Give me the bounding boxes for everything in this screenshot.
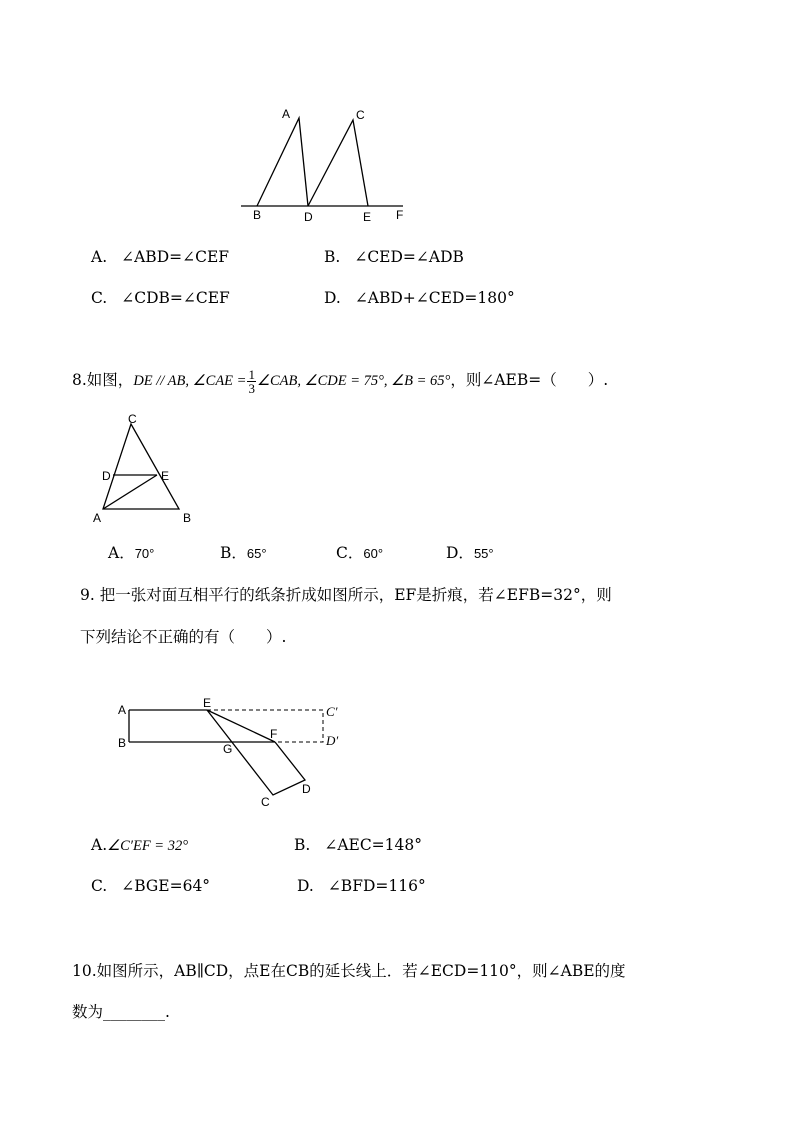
option-letter: D． [446, 544, 474, 562]
option-letter: A. [91, 248, 108, 266]
option-letter: D. [324, 289, 341, 307]
label-a: A [118, 703, 127, 717]
label-b: B [253, 208, 262, 222]
folded-strip [207, 710, 305, 795]
option-letter: C. [91, 877, 108, 895]
label-a: A [93, 511, 102, 525]
option-text: 65° [246, 546, 267, 561]
label-f: F [396, 208, 404, 222]
q9-question-line2: 下列结论不正确的有（ ）. [80, 628, 287, 646]
option-text: 70° [134, 546, 155, 561]
question-ask: ，则∠AEB=（ ）. [450, 371, 609, 389]
option-text: ∠ABD=∠CEF [121, 248, 230, 266]
option-letter: B． [220, 544, 247, 562]
q9-option-b [294, 835, 422, 855]
option-text: ∠ABD+∠CED=180° [354, 289, 515, 307]
label-e: E [203, 696, 212, 710]
q10-question-line2: 数为________. [72, 1003, 170, 1021]
label-d: D [302, 782, 311, 796]
option-letter: C． [336, 544, 364, 562]
option-letter: B. [324, 248, 341, 266]
label-c-prime: C′ [326, 704, 338, 719]
option-text: ∠BGE=64° [121, 877, 211, 895]
label-c: C [356, 108, 365, 122]
label-b: B [183, 511, 192, 525]
label-e: E [161, 469, 170, 483]
option-text: ∠CED=∠ADB [354, 248, 464, 266]
fold-ef [207, 710, 278, 742]
option-letter: C. [91, 289, 108, 307]
label-d: D [304, 210, 313, 224]
option-text: ∠CDB=∠CEF [121, 289, 230, 307]
label-c: C [128, 412, 137, 426]
option-letter: A. [91, 836, 108, 854]
question-lead: 如图， [86, 371, 134, 389]
label-b: B [118, 736, 127, 750]
fraction-one-third: $\frac{1}{3}$ [248, 366, 255, 396]
condition-part1: DE // AB, ∠CAE = [133, 373, 247, 389]
option-text: ∠BFD=116° [327, 877, 426, 895]
option-letter: D. [297, 877, 314, 895]
label-d: D [102, 469, 111, 483]
q10-question-line1: 10.如图所示，AB∥CD，点E在CB的延长线上．若∠ECD=110°，则∠ABE的度 [72, 962, 626, 980]
option-letter: B. [294, 836, 311, 854]
label-a: A [282, 107, 291, 121]
q9-option-d [297, 876, 426, 896]
question-number: 8. [72, 371, 87, 389]
option-letter: A． [108, 544, 135, 562]
label-d-prime: D′ [326, 733, 339, 748]
option-text: 55° [473, 546, 494, 561]
option-text: ∠C′EF = 32° [107, 838, 189, 854]
label-g: G [223, 742, 233, 756]
label-c: C [261, 795, 270, 809]
label-f: F [270, 727, 278, 741]
option-text: 60° [363, 546, 384, 561]
q9-option-c [91, 876, 210, 896]
condition-part2: ∠CAB, ∠CDE = 75°, ∠B = 65° [256, 373, 451, 389]
q9-question-line1: 9. 把一张对面互相平行的纸条折成如图所示，EF是折痕，若∠EFB=32°，则 [80, 586, 612, 604]
option-text: ∠AEC=148° [324, 836, 423, 854]
label-e: E [363, 210, 372, 224]
q9-option-a [91, 835, 188, 856]
